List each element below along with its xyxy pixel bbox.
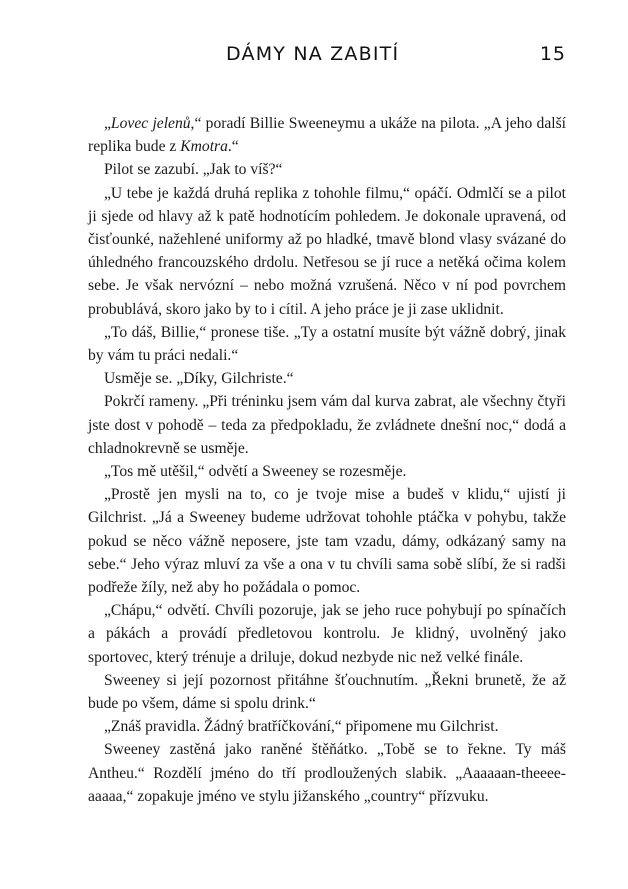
paragraph-2: Pilot se zazubí. „Jak to víš?“ bbox=[104, 161, 283, 179]
paragraph-4: „To dáš, Billie,“ pronese tiše. „Ty a ostatní musíte být vážně dobrý, jinak by vám tu práci nedali.“ bbox=[88, 323, 566, 365]
paragraph-7: „Tos mě utěšil,“ odvětí a Sweeney se rozesměje. bbox=[104, 463, 407, 481]
text-run: ,“ poradí Billie Sweeneymu a ukáže na pilota. „A jeho další replika bude z bbox=[88, 115, 566, 156]
paragraph-12: Sweeney zastěná jako raněné štěňátko. „Tobě se to řekne. Ty máš Antheu.“ Rozdělí jméno do tří prodloužených slabik. „Aaaaaan-theeee-aaaaa,“ zopakuje jméno ve stylu jižanského „country“ přízvuku. bbox=[88, 741, 566, 805]
film-title-kmotr: Kmotra bbox=[180, 138, 228, 156]
text-run: „ bbox=[104, 115, 111, 132]
film-title-lovec-jelenu: Lovec jelenů bbox=[110, 115, 191, 132]
paragraph-8: „Prostě jen mysli na to, co je tvoje mise a budeš v klidu,“ ujistí ji Gilchrist. „Já a Sweeney budeme udržovat tohohle ptáčka v pohybu, takže pokud se něco vážně neposere, jste tam vzadu, dámy, odkázaný samy na sebe.“ Jeho výraz mluví za vše a ona v tu chvíli sama sobě slíbí, že si radši podřeže žíly, než aby ho požádala o pomoc. bbox=[88, 486, 566, 597]
paragraph-11: „Znáš pravidla. Žádný bratříčkování,“ připomene mu Gilchrist. bbox=[104, 718, 499, 736]
paragraph-3: „U tebe je každá druhá replika z tohohle filmu,“ opáčí. Odmlčí se a pilot ji sjede od hlavy až k patě hodnotícím pohledem. Je dokonale upravená, od čisťounké, nažehlené uniformy až po hladké, tmavě blond vlasy svázané do úhledného francouzského drdolu. Netřesou se jí ruce a netěká očima kolem sebe. Je však nervózní – nebo možná vzrušená. Něco v ní pod povrchem probublává, skoro jako by to i cítil. A jeho práce je ji zase uklidnit. bbox=[88, 184, 566, 318]
paragraph-9: „Chápu,“ odvětí. Chvíli pozoruje, jak se jeho ruce pohybují po spínačích a pákách a provádí předletovou kontrolu. Je klidný, uvolněný jako sportovec, který trénuje a driluje, dokud nezbyde nic než velké finále. bbox=[88, 602, 566, 666]
paragraph-10: Sweeney si její pozornost přitáhne šťouchnutím. „Řekni brunetě, že až bude po všem, dáme si spolu drink.“ bbox=[88, 671, 566, 713]
page-number: 15 bbox=[539, 43, 566, 65]
paragraph-5: Usměje se. „Díky, Gilchriste.“ bbox=[104, 370, 294, 388]
paragraph-1 bbox=[88, 112, 566, 158]
body-text bbox=[88, 112, 566, 808]
text-run: .“ bbox=[227, 138, 239, 156]
running-title: DÁMY NA ZABITÍ bbox=[226, 43, 400, 65]
paragraph-6: Pokrčí rameny. „Při tréninku jsem vám dal kurva zabrat, ale všechny čtyři jste dost v pohodě – teda za předpokladu, že zvládnete dnešní noc,“ dodá a chladnokrevně se usměje. bbox=[88, 393, 566, 457]
running-header bbox=[0, 43, 628, 73]
